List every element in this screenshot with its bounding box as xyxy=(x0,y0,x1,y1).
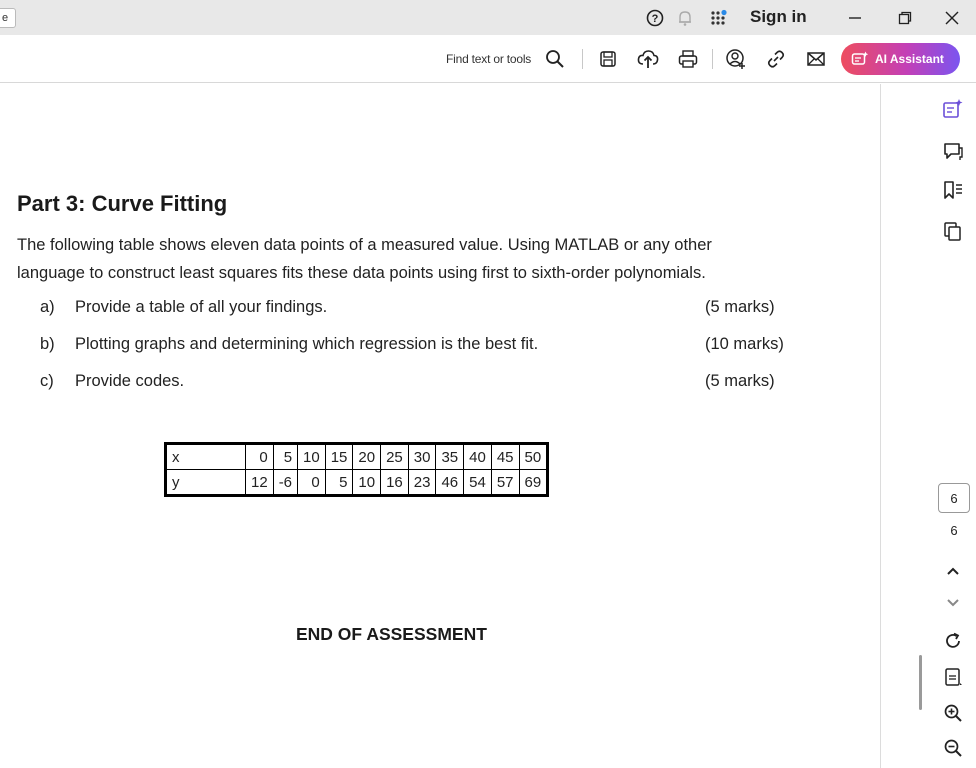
chevron-up-icon[interactable] xyxy=(940,558,966,584)
table-cell: 5 xyxy=(325,470,353,496)
question-text: Provide codes. xyxy=(75,372,185,390)
vertical-scrollbar-thumb[interactable] xyxy=(919,655,922,710)
table-cell: 35 xyxy=(436,444,464,470)
toolbar xyxy=(0,35,976,83)
browser-tab-stub[interactable]: e xyxy=(0,8,16,28)
table-cell: 16 xyxy=(381,470,409,496)
ai-assistant-label: AI Assistant xyxy=(875,52,944,66)
table-cell: 54 xyxy=(464,470,492,496)
minimize-button[interactable] xyxy=(840,5,870,31)
total-pages-label: 6 xyxy=(950,523,958,538)
table-cell: 69 xyxy=(519,470,548,496)
question-text: Provide a table of all your findings. xyxy=(75,298,328,316)
table-cell: 50 xyxy=(519,444,548,470)
fit-page-icon[interactable] xyxy=(940,664,966,690)
ai-sparkle-icon xyxy=(851,51,869,67)
table-row-y xyxy=(166,470,548,496)
document-page xyxy=(0,84,880,768)
title-bar xyxy=(0,0,976,35)
zoom-out-icon[interactable] xyxy=(940,735,966,761)
table-cell: 12 xyxy=(246,470,274,496)
refresh-icon[interactable] xyxy=(940,628,966,654)
question-letter: b) xyxy=(40,335,55,353)
link-icon[interactable] xyxy=(764,47,788,71)
table-cell: 10 xyxy=(353,470,381,496)
chevron-down-icon[interactable] xyxy=(940,590,966,616)
question-c-marks: (5 marks) xyxy=(705,372,775,390)
table-cell: 57 xyxy=(491,470,519,496)
table-cell: 15 xyxy=(325,444,353,470)
table-row-header: x xyxy=(166,444,246,470)
table-cell: 46 xyxy=(436,470,464,496)
upload-cloud-icon[interactable] xyxy=(636,47,660,71)
bell-icon[interactable] xyxy=(674,7,696,29)
table-cell: 23 xyxy=(408,470,436,496)
table-cell: 30 xyxy=(408,444,436,470)
table-cell: 5 xyxy=(273,444,297,470)
question-text: Plotting graphs and determining which regression is the best fit. xyxy=(75,335,539,353)
close-button[interactable] xyxy=(937,5,967,31)
data-table xyxy=(164,442,549,497)
share-user-icon[interactable] xyxy=(724,47,748,71)
question-b xyxy=(40,335,538,354)
copy-pages-icon[interactable] xyxy=(940,218,966,244)
restore-button[interactable] xyxy=(890,5,920,31)
instructions-paragraph: The following table shows eleven data points of a measured value. Using MATLAB or any other language to construct least squares fits these data points using first to sixth-order polynomials. xyxy=(17,236,712,282)
table-cell: 10 xyxy=(298,444,326,470)
table-cell: 25 xyxy=(381,444,409,470)
toolbar-divider xyxy=(582,49,583,69)
comment-icon[interactable] xyxy=(940,138,966,164)
ai-assistant-button[interactable] xyxy=(841,43,960,75)
table-cell: 45 xyxy=(491,444,519,470)
ai-summary-icon[interactable] xyxy=(940,96,966,122)
page-number-input[interactable]: 6 xyxy=(938,483,970,513)
search-icon[interactable] xyxy=(543,47,567,71)
end-of-assessment-text: END OF ASSESSMENT xyxy=(296,624,487,644)
question-b-marks: (10 marks) xyxy=(705,335,784,353)
bookmark-list-icon[interactable] xyxy=(940,177,966,203)
print-icon[interactable] xyxy=(676,47,700,71)
mail-icon[interactable] xyxy=(804,47,828,71)
question-letter: a) xyxy=(40,298,55,316)
table-cell: 0 xyxy=(298,470,326,496)
question-a xyxy=(40,298,327,317)
help-icon[interactable] xyxy=(644,7,666,29)
apps-grid-icon[interactable] xyxy=(708,7,730,29)
table-row-header: y xyxy=(166,470,246,496)
zoom-in-icon[interactable] xyxy=(940,700,966,726)
part-title: Part 3: Curve Fitting xyxy=(17,191,228,216)
sign-in-link[interactable]: Sign in xyxy=(750,7,807,26)
save-icon[interactable] xyxy=(596,47,620,71)
table-row-x xyxy=(166,444,548,470)
table-cell: 20 xyxy=(353,444,381,470)
question-c xyxy=(40,372,184,391)
question-letter: c) xyxy=(40,372,54,390)
table-cell: 0 xyxy=(246,444,274,470)
find-text-or-tools-label[interactable]: Find text or tools xyxy=(446,52,532,66)
toolbar-divider xyxy=(712,49,713,69)
table-cell: 40 xyxy=(464,444,492,470)
question-a-marks: (5 marks) xyxy=(705,298,775,316)
svg-text:?: ? xyxy=(651,13,659,25)
table-cell: -6 xyxy=(273,470,297,496)
